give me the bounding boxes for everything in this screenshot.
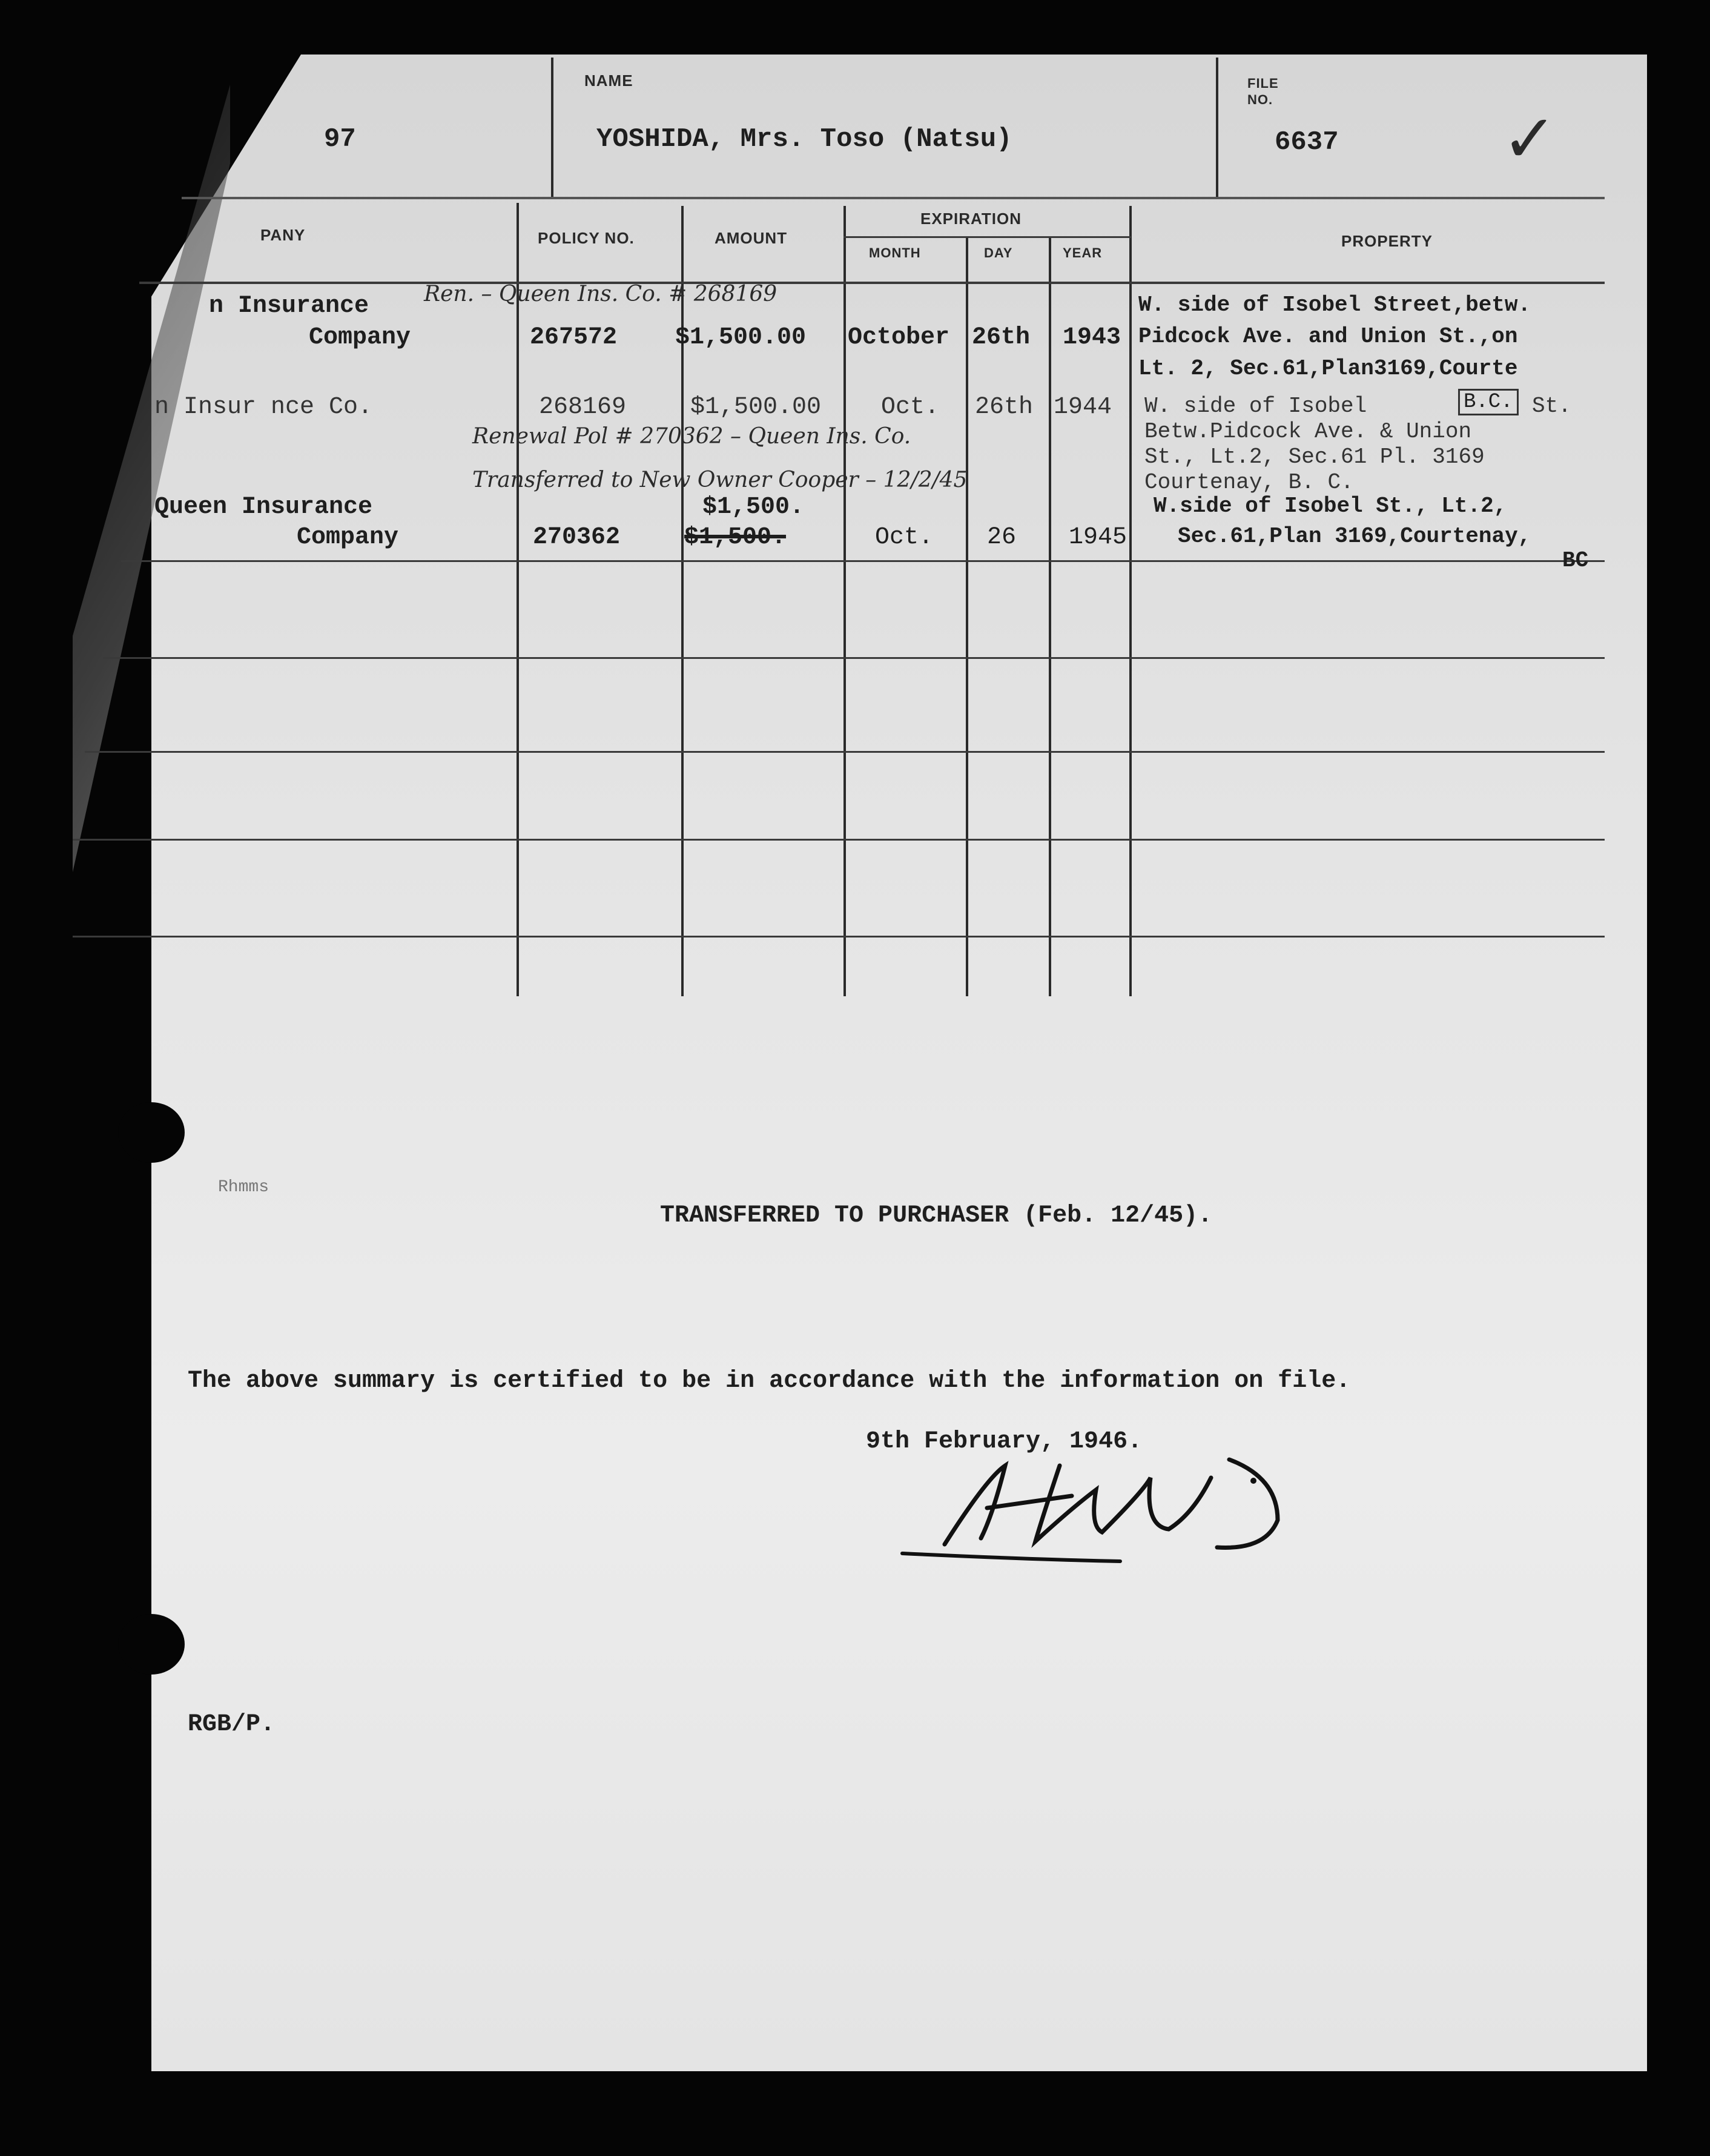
row3-year: 1945 <box>1069 524 1127 551</box>
name-value: YOSHIDA, Mrs. Toso (Natsu) <box>596 124 1012 154</box>
typist-initials: RGB/P. <box>188 1711 276 1738</box>
row1-policy: 267572 <box>530 324 618 351</box>
grid-col-line-3 <box>843 206 846 996</box>
header-divider-1 <box>551 58 553 197</box>
certification-statement: The above summary is certified to be in accordance with the information on file. <box>188 1367 1351 1395</box>
row3-amount-struck: $1,500. <box>684 524 787 551</box>
row1-year: 1943 <box>1063 324 1121 351</box>
grid-row-line-1 <box>139 282 1605 284</box>
row2-property-line4: Courtenay, B. C. <box>1144 470 1354 495</box>
col-expiration-header: EXPIRATION <box>920 210 1022 228</box>
header-divider-2 <box>1216 58 1218 197</box>
row1-company-line2: Company <box>309 324 411 351</box>
row2-handwritten-transfer: Transferred to New Owner Cooper – 12/2/45 <box>472 468 968 492</box>
row2-property-line3: St., Lt.2, Sec.61 Pl. 3169 <box>1144 445 1485 469</box>
col-company-header: PANY <box>260 226 306 244</box>
name-label: NAME <box>584 71 633 90</box>
row3-property-line3: BC <box>1562 548 1589 573</box>
col-policy-header: POLICY NO. <box>538 229 635 247</box>
row1-property-line1: W. side of Isobel Street,betw. <box>1138 293 1531 317</box>
grid-col-line-5 <box>1049 237 1051 996</box>
punch-hole-bottom <box>118 1614 185 1675</box>
col-amount-header: AMOUNT <box>715 229 788 247</box>
row2-policy: 268169 <box>539 394 627 421</box>
col-property-header: PROPERTY <box>1341 232 1433 250</box>
row1-handwritten-renewal: Ren. – Queen Ins. Co. # 268169 <box>424 282 777 306</box>
row1-property-line2: Pidcock Ave. and Union St.,on <box>1138 324 1518 349</box>
grid-col-line-6 <box>1129 206 1132 996</box>
row1-amount: $1,500.00 <box>675 324 807 351</box>
row1-day: 26th <box>972 324 1031 351</box>
file-label-line1: FILE <box>1247 76 1279 91</box>
col-year-header: YEAR <box>1063 245 1103 260</box>
row2-handwritten-renewal: Renewal Pol # 270362 – Queen Ins. Co. <box>472 424 911 449</box>
grid-row-line-3 <box>103 657 1605 659</box>
grid-row-line-5 <box>73 839 1605 841</box>
punch-hole-top <box>118 1102 185 1163</box>
row2-property-line1: W. side of Isobel <box>1144 394 1367 418</box>
file-label-line2: NO. <box>1247 92 1273 107</box>
row2-property-line1-end: St. <box>1532 394 1571 418</box>
expiration-rule <box>843 236 1131 238</box>
grid-col-line-4 <box>966 237 968 996</box>
row2-property-box: B.C. <box>1458 389 1519 415</box>
row3-company-line1: Queen Insurance <box>154 494 373 521</box>
stray-stamp-mark: Rhmms <box>218 1178 269 1197</box>
row2-company-line1: n Insur nce Co. <box>154 394 373 421</box>
row3-day: 26 <box>987 524 1017 551</box>
col-month-header: MONTH <box>869 245 921 260</box>
transfer-note: TRANSFERRED TO PURCHASER (Feb. 12/45). <box>660 1202 1213 1229</box>
row3-amount-top: $1,500. <box>702 494 805 521</box>
col-day-header: DAY <box>984 245 1013 260</box>
file-number: 6637 <box>1275 127 1339 157</box>
header-left-value: 97 <box>324 124 356 154</box>
row3-company-line2: Company <box>297 524 399 551</box>
certification-date: 9th February, 1946. <box>866 1428 1143 1455</box>
row2-day: 26th <box>975 394 1034 421</box>
row3-property-line1: W.side of Isobel St., Lt.2, <box>1154 494 1507 518</box>
row2-amount: $1,500.00 <box>690 394 822 421</box>
row2-property-line2: Betw.Pidcock Ave. & Union <box>1144 419 1472 444</box>
row1-company-line1: n Insurance <box>209 293 369 320</box>
row3-month: Oct. <box>875 524 934 551</box>
grid-row-line-6 <box>73 936 1605 937</box>
header-rule <box>182 197 1605 199</box>
row3-property-line2: Sec.61,Plan 3169,Courtenay, <box>1178 524 1531 549</box>
row2-month: Oct. <box>881 394 940 421</box>
grid-col-line-1 <box>517 203 519 996</box>
grid-row-line-4 <box>85 751 1605 753</box>
signature <box>890 1441 1302 1569</box>
row1-month: October <box>848 324 950 351</box>
check-mark: ✓ <box>1502 100 1558 177</box>
grid-row-line-2 <box>121 560 1605 562</box>
row1-property-line3: Lt. 2, Sec.61,Plan3169,Courte <box>1138 356 1518 381</box>
row2-year: 1944 <box>1054 394 1112 421</box>
row3-policy: 270362 <box>533 524 621 551</box>
